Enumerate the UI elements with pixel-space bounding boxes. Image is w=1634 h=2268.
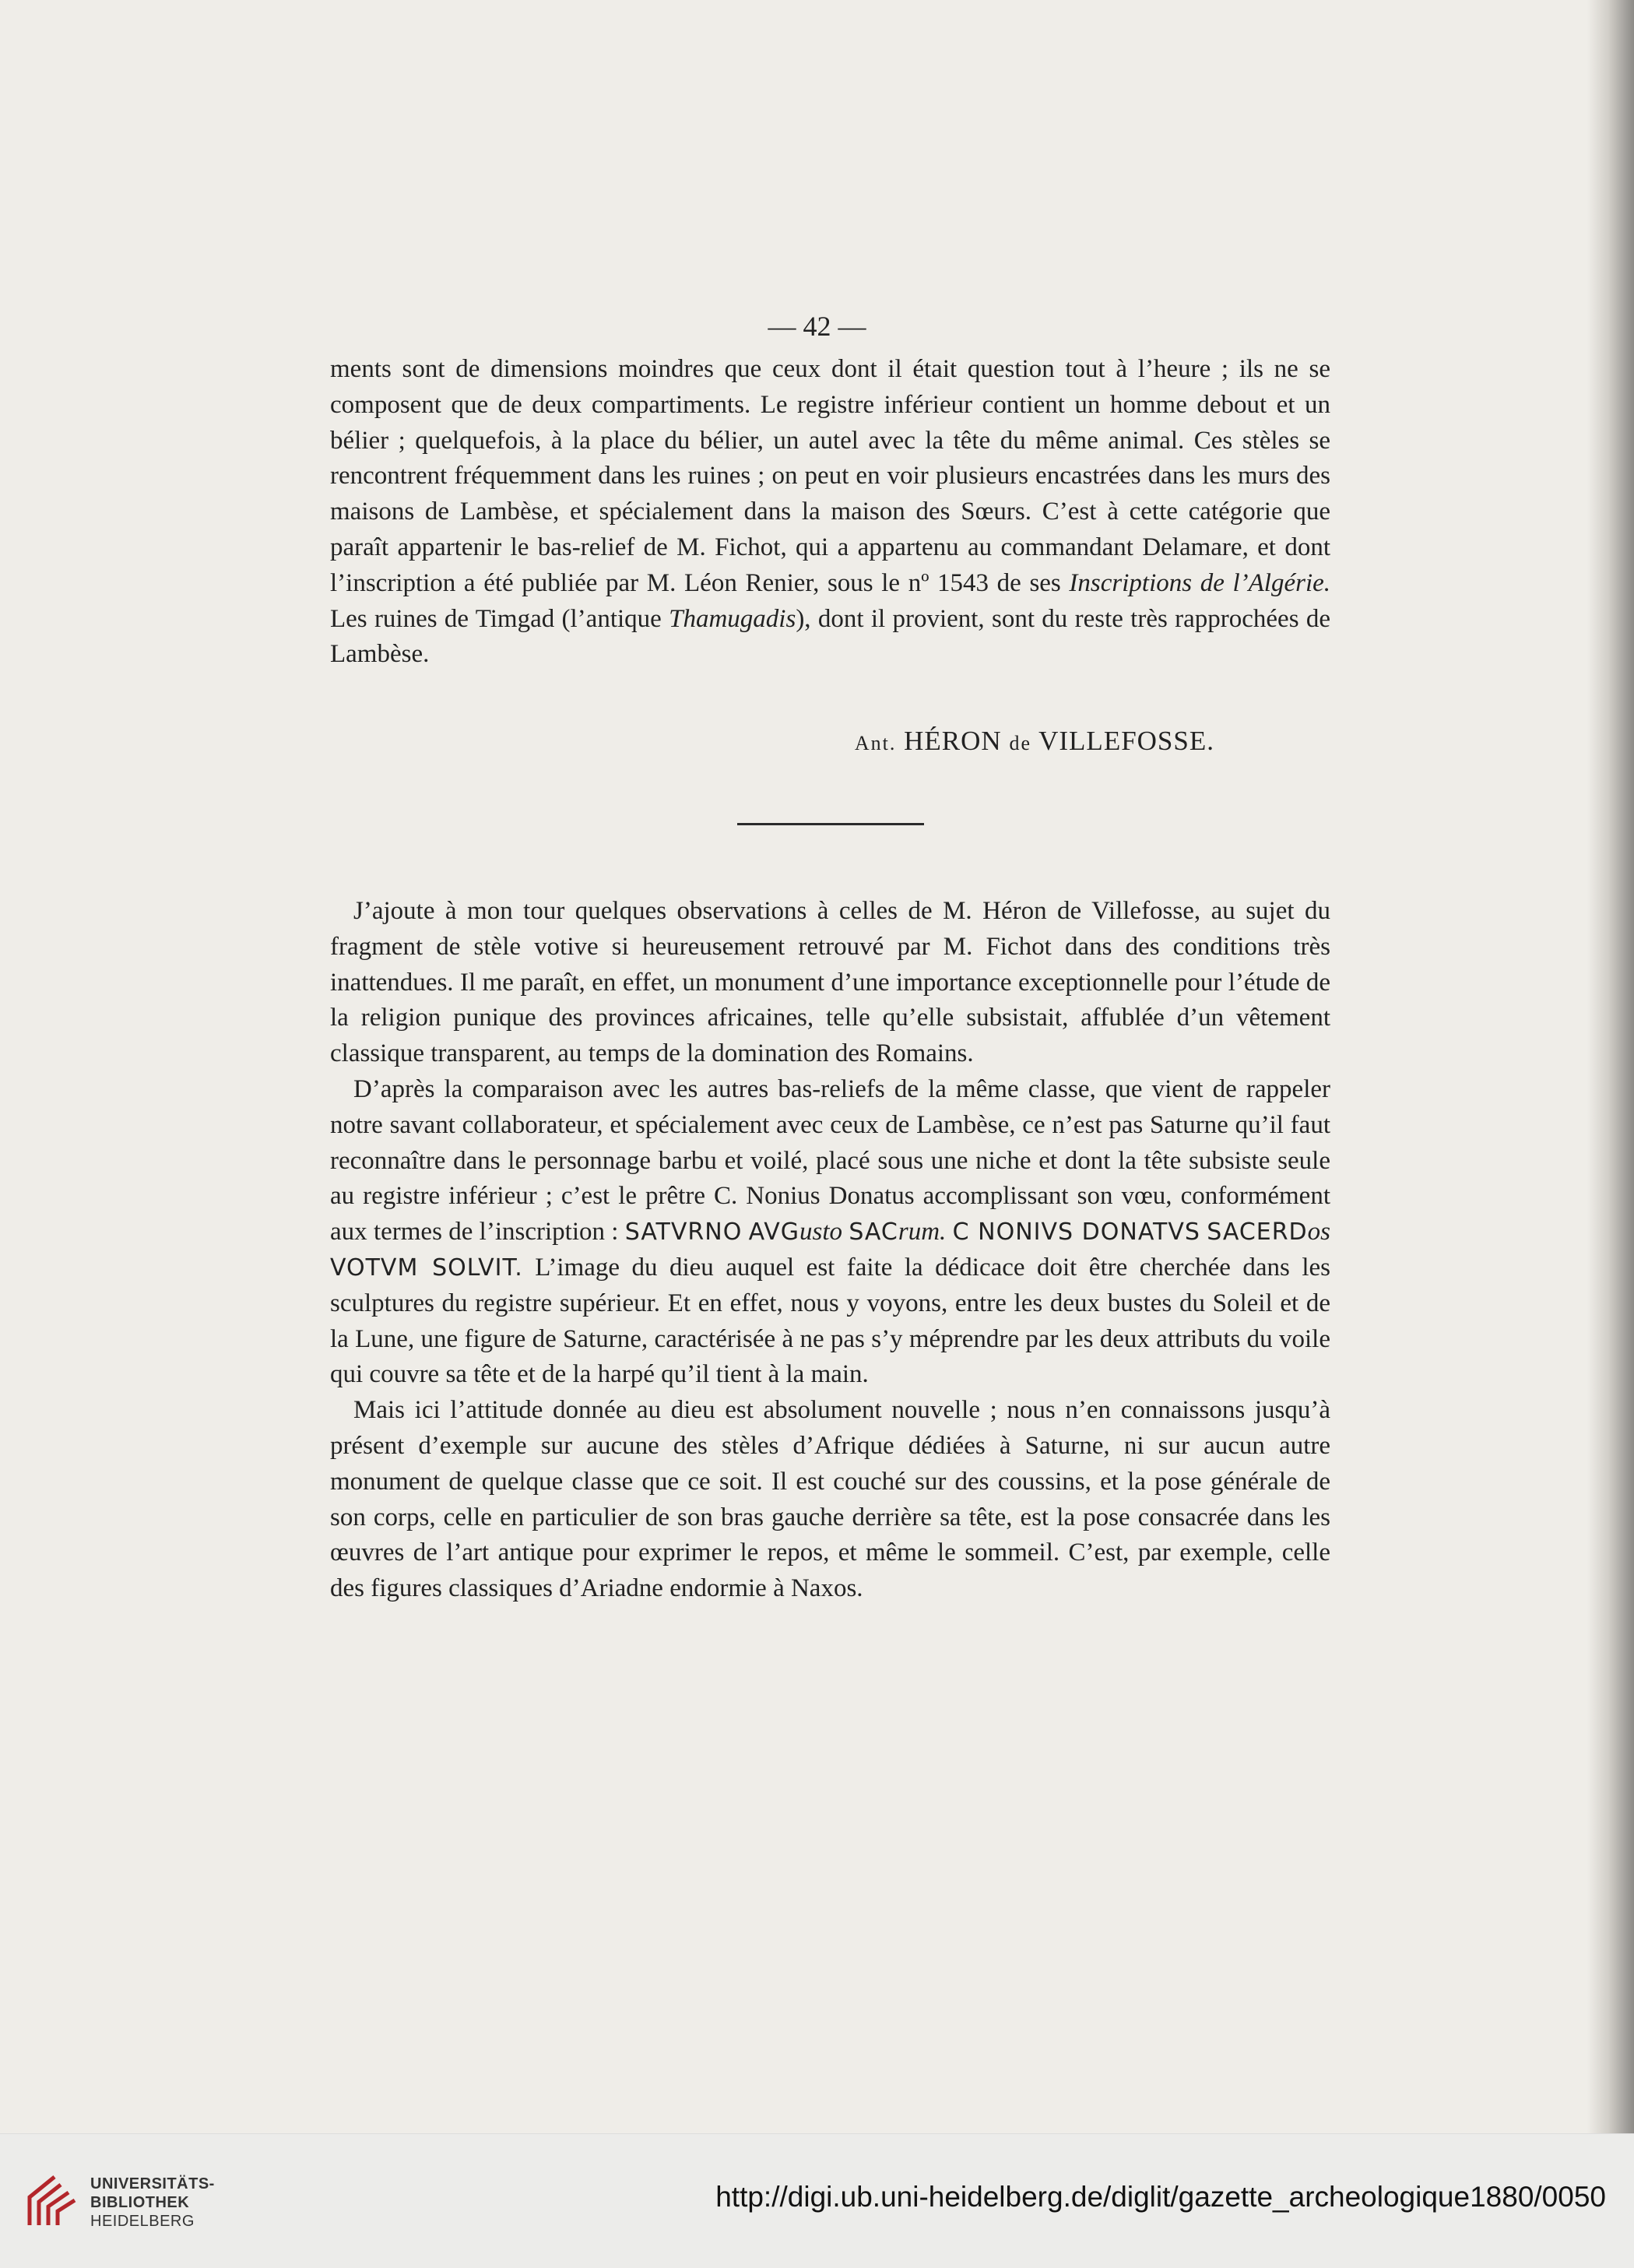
- paragraph-1-end: ), dont il provient, sont du reste très rapprochées de Lambèse.: [330, 604, 1330, 669]
- page-number: — 42 —: [768, 311, 866, 342]
- permalink-url[interactable]: http://digi.ub.uni-heidelberg.de/diglit/gazette_archeologique1880/0050: [715, 2181, 1606, 2213]
- inscription-usto: usto: [799, 1218, 843, 1247]
- signature-villefosse: VILLEFOSSE.: [1038, 726, 1214, 756]
- library-name-line2: BIBLIOTHEK: [90, 2194, 190, 2211]
- inscription-os: os: [1307, 1218, 1331, 1247]
- paragraph-1-text: ments sont de dimensions moindres que ceux dont il était question tout à l’heure ; ils ne se composent que de deux compartiments. Le registre inférieur contient un homme debout et un bélier ; quelquefois, à la place du bélier, un autel avec la tête du même animal. Ces stèles se rencontrent fréquemment dans les ruines ; on peut en voir plusieurs encastrées dans les murs des maisons de Lambèse, et spécialement dans la maison des Sœurs. C’est à cette catégorie que paraît appartenir le bas-relief de M. Fichot, qui a appartenu au commandant Delamare, et dont l’inscription a été publiée par M. Léon Renier, sous le nº 1543 de ses: [330, 355, 1330, 597]
- inscription-votum: VOTVM SOLVIT.: [330, 1254, 523, 1282]
- signature-ant: Ant.: [854, 732, 897, 754]
- library-name-line1: UNIVERSITÄTS-: [90, 2175, 215, 2192]
- paragraph-1-italic-title: Inscriptions de l’Algérie.: [1069, 568, 1331, 597]
- paragraph-1: [330, 352, 1330, 673]
- library-name-line3: HEIDELBERG: [90, 2213, 195, 2230]
- paragraph-2: J’ajoute à mon tour quelques observations à celles de M. Héron de Villefosse, au sujet du fragment de stèle votive si heureusement retrouvé par M. Fichot dans des conditions très inattendues. Il me paraît, en effet, un monument d’une importance exceptionnelle pour l’étude de la religion punique des provinces africaines, telle qu’elle subsistait, affublée d’un vêtement classique transparent, au temps de la domination des Romains.: [330, 897, 1330, 1068]
- signature-de: de: [1009, 732, 1031, 754]
- inscription-sacerd: SACERD: [1207, 1218, 1308, 1247]
- library-logo-icon: [23, 2171, 79, 2231]
- paragraph-3-start: D’après la comparaison avec les autres bas-reliefs de la même classe, que vient de rappeler notre savant collaborateur, et spécialement avec ceux de Lambèse, ce n’est pas Saturne qu’il faut reconnaître dans le personnage barbu et voilé, placé sous une niche et dont la tête subsiste seule au registre inférieur ; c’est le prêtre C. Nonius Donatus accomplissant son vœu, conformément aux termes de l’inscription :: [330, 1074, 1330, 1247]
- paragraph-3-end: L’image du dieu auquel est faite la dédicace doit être cherchée dans les sculptures du registre supérieur. Et en effet, nous y voyons, entre les deux bustes du Soleil et de la Lune, une figure de Saturne, caractérisée à ne pas s’y méprendre par les deux attributs du voile qui couvre sa tête et de la harpé qu’il tient à la main.: [330, 1253, 1331, 1389]
- inscription-nonius: C NONIVS DONATVS: [952, 1218, 1200, 1247]
- viewer-footer: [0, 2133, 1634, 2268]
- inscription-rum: rum.: [898, 1218, 947, 1247]
- paragraph-3: [330, 1072, 1330, 1393]
- inscription-saturno: SATVRNO: [624, 1218, 743, 1247]
- paragraph-continued: [330, 352, 1330, 673]
- inscription-sac: SAC: [849, 1218, 898, 1247]
- author-signature: [778, 726, 1214, 757]
- paragraph-4: Mais ici l’attitude donnée au dieu est absolument nouvelle ; nous n’en connaissons jusqu’à présent d’exemple sur aucune des stèles d’Afrique dédiées à Saturne, ni sur aucun autre monument de quelque classe que ce soit. Il est couché sur des coussins, et la pose générale de son corps, celle en particulier de son bras gauche derrière sa tête, est la pose consacrée dans les œuvres de l’art antique pour exprimer le repos, et même le sommeil. C’est, par exemple, celle des figures classiques d’Ariadne endormie à Naxos.: [330, 1396, 1330, 1603]
- paragraph-1-italic-thamugadis: Thamugadis: [669, 604, 796, 633]
- paragraph-1-mid: Les ruines de Timgad (l’antique: [330, 604, 669, 633]
- body-text: [330, 894, 1330, 1607]
- inscription-avg: AVG: [748, 1218, 799, 1247]
- section-divider: [737, 823, 924, 825]
- signature-heron: HÉRON: [904, 726, 1002, 756]
- library-name: [90, 2175, 215, 2231]
